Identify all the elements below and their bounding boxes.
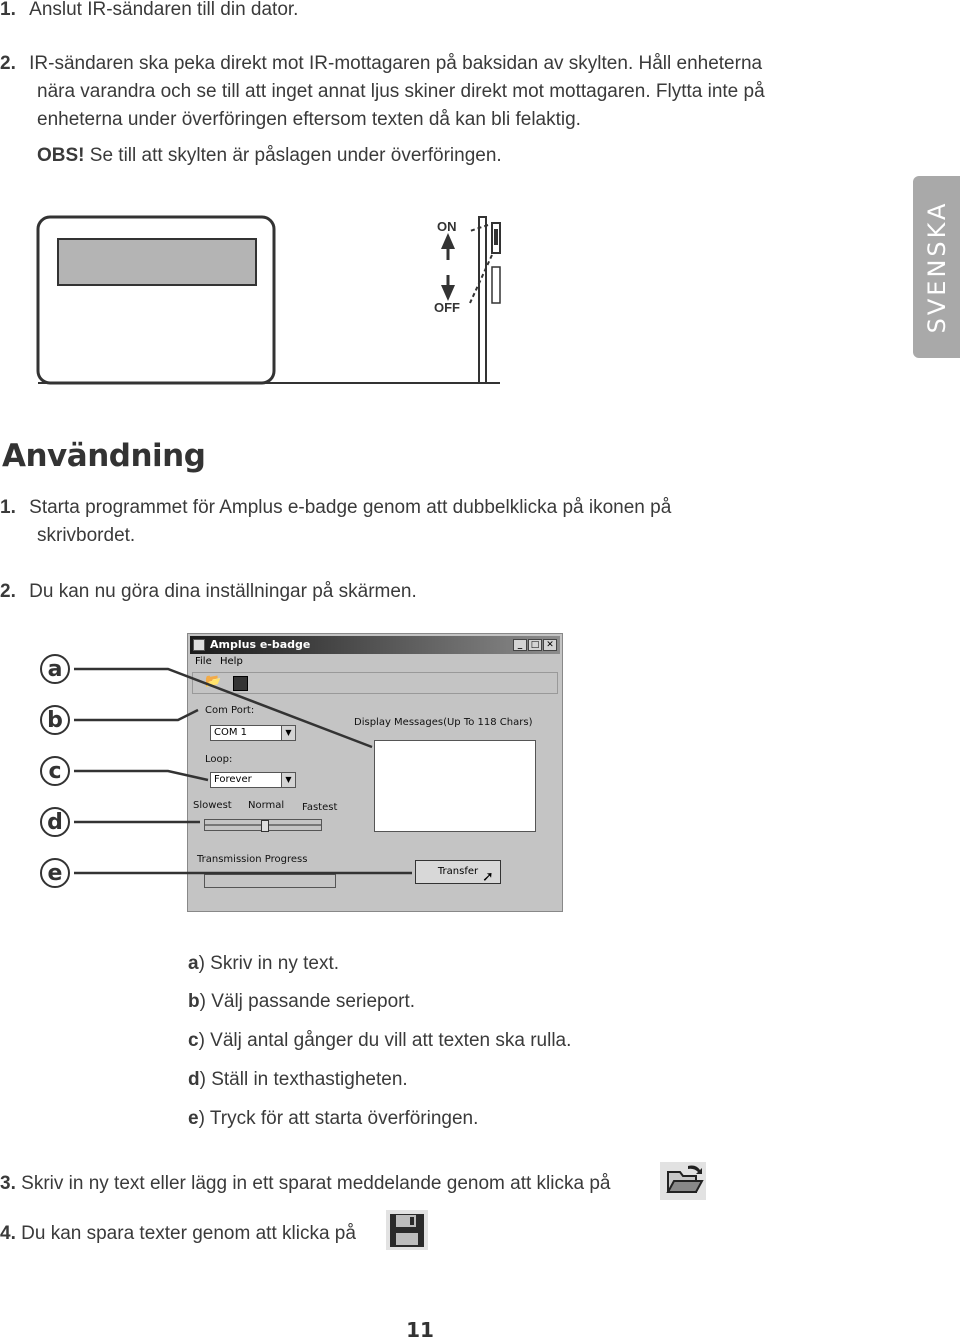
loop-value: Forever <box>214 774 252 785</box>
leader-b <box>74 710 198 720</box>
step-number: 1. <box>0 497 16 518</box>
legend-text: ) Välj passande serieport. <box>199 991 416 1012</box>
com-port-value: COM 1 <box>214 727 248 738</box>
cursor-icon: ➚ <box>482 869 494 885</box>
off-label: OFF <box>434 300 460 315</box>
chevron-down-icon: ▼ <box>281 773 295 787</box>
leader-lines <box>0 620 520 900</box>
arrow-up-icon <box>441 233 455 249</box>
legend-key: a <box>188 953 199 974</box>
legend-text: ) Välj antal gånger du vill att texten ska rulla. <box>198 1030 572 1051</box>
legend-text: ) Ställ in texthastigheten. <box>199 1069 408 1090</box>
save-disk-icon <box>386 1210 428 1250</box>
speed-label-normal: Normal <box>248 800 285 811</box>
callout-e: e <box>40 858 70 888</box>
step-text-line: IR-sändaren ska peka direkt mot IR-mottagaren på baksidan av skylten. Håll enheterna <box>29 53 763 74</box>
legend-key: e <box>188 1108 199 1129</box>
transmission-progress-label: Transmission Progress <box>197 854 308 865</box>
step-text: Du kan spara texter genom att klicka på <box>21 1223 356 1244</box>
legend-item <box>188 950 339 978</box>
transfer-label: Transfer <box>437 866 479 877</box>
loop-label: Loop: <box>205 754 233 765</box>
step-number: 2. <box>0 581 16 602</box>
callout-line <box>470 255 492 303</box>
legend-text: ) Tryck för att starta överföringen. <box>198 1108 479 1129</box>
legend-item <box>188 1066 408 1094</box>
usage-step-3 <box>0 1170 610 1198</box>
section-heading: Användning <box>2 438 206 474</box>
device-illustration <box>30 205 510 395</box>
legend-key: b <box>188 991 200 1012</box>
language-tab <box>913 176 960 358</box>
step-text: Skriv in ny text eller lägg in ett sparat meddelande genom att klicka på <box>21 1173 611 1194</box>
step-text-line: skrivbordet. <box>37 525 136 546</box>
step-text-line: nära varandra och se till att inget annat ljus skiner direkt mot mottagaren. Flytta inte på <box>37 81 765 102</box>
maximize-button[interactable]: □ <box>528 639 542 651</box>
close-button[interactable]: ✕ <box>543 639 557 651</box>
step-number: 4. <box>0 1223 16 1244</box>
language-label: SVENSKA <box>922 200 951 334</box>
step-text-line: Starta programmet för Amplus e-badge genom att dubbelklicka på ikonen på <box>29 497 672 518</box>
side-profile <box>479 217 486 383</box>
side-port <box>492 267 500 303</box>
callout-c: c <box>40 756 70 786</box>
com-port-label: Com Port: <box>205 705 255 716</box>
page-number: 11 <box>406 1318 434 1342</box>
callout-b: b <box>40 705 70 735</box>
speed-label-fastest: Fastest <box>302 802 338 813</box>
open-folder-icon[interactable]: 📂 <box>205 674 222 689</box>
install-step-2 <box>0 50 762 78</box>
usage-step-1 <box>0 494 671 522</box>
legend-text: ) Skriv in ny text. <box>198 953 339 974</box>
open-folder-icon <box>660 1162 706 1200</box>
obs-note <box>37 142 502 170</box>
usage-step-4 <box>0 1220 356 1248</box>
usage-step-2 <box>0 578 417 606</box>
step-number: 1. <box>0 0 16 20</box>
legend-item <box>188 988 415 1016</box>
callout-a: a <box>40 654 70 684</box>
switch-knob <box>494 229 498 245</box>
minimize-button[interactable]: _ <box>513 639 527 651</box>
legend-item <box>188 1105 478 1133</box>
menu-file[interactable]: File <box>195 656 212 667</box>
speed-label-slowest: Slowest <box>193 800 232 811</box>
legend-key: c <box>188 1030 199 1051</box>
step-number: 2. <box>0 53 16 74</box>
step-number: 3. <box>0 1173 16 1194</box>
arrow-down-icon <box>441 285 455 301</box>
step-text: Anslut IR-sändaren till din dator. <box>29 0 299 20</box>
sign-display <box>58 239 256 285</box>
legend-key: d <box>188 1069 200 1090</box>
leader-c <box>74 771 208 780</box>
install-step-1 <box>0 0 298 24</box>
display-messages-label: Display Messages(Up To 118 Chars) <box>354 717 533 728</box>
step-text: Du kan nu göra dina inställningar på skärmen. <box>29 581 417 602</box>
legend-item <box>188 1027 571 1055</box>
on-label: ON <box>437 219 457 234</box>
obs-label: OBS! <box>37 145 85 166</box>
step-text-line: enheterna under överföringen eftersom texten då kan bli felaktig. <box>37 109 581 130</box>
menu-help[interactable]: Help <box>220 656 243 667</box>
chevron-down-icon: ▼ <box>281 726 295 740</box>
leader-a <box>74 669 372 747</box>
obs-text: Se till att skylten är påslagen under överföringen. <box>89 145 502 166</box>
window-title: Amplus e-badge <box>210 638 311 651</box>
callout-d: d <box>40 807 70 837</box>
